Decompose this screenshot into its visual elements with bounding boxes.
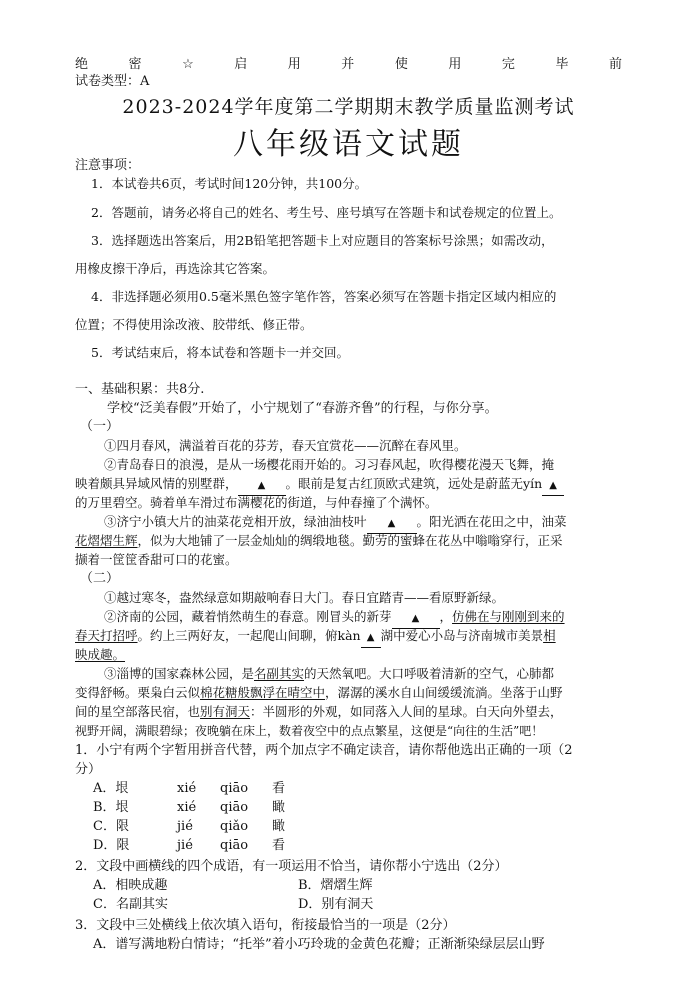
option-a[interactable]: A．谱写满地粉白情诗；“托举”着小巧玲珑的金黄色花瓣；正渐渐染绿层层山野 — [93, 937, 545, 952]
banner-char: 用 — [287, 57, 301, 72]
section-intro: 学校“泛美春假”开始了，小宁规划了“春游齐鲁”的行程，与你分享。 — [107, 401, 498, 416]
banner-char: 密 — [128, 57, 142, 72]
option-b[interactable]: B．熠熠生辉 — [298, 878, 373, 893]
option-label[interactable]: B．垠 — [93, 800, 129, 815]
exam-title: 2023-2024学年度第二学期期末教学质量监测考试 — [122, 96, 575, 118]
option-c[interactable]: C．名副其实 — [93, 897, 168, 912]
confidential-banner — [75, 56, 622, 74]
option-cell: jié — [177, 838, 193, 853]
idiom-underlined: 映成趣。 — [75, 647, 126, 662]
notice-item: 位置；不得使用涂改液、胶带纸、修正带。 — [75, 317, 313, 332]
option-cell: 看 — [272, 838, 286, 853]
blank-3: ▲ — [392, 610, 440, 629]
banner-char: 启 — [234, 57, 248, 72]
passage-line: ①越过寒冬，盎然绿意如期敲响春日大门。春日宜踏青——看原野新绿。 — [104, 590, 505, 605]
banner-char: 使 — [394, 57, 408, 72]
notice-heading: 注意事项： — [75, 158, 141, 173]
banner-char: 并 — [341, 57, 355, 72]
option-d[interactable]: D．别有洞天 — [298, 897, 374, 912]
idiom-underlined: 相 — [543, 628, 556, 643]
subject-title: 八年级语文试题 — [233, 127, 464, 162]
passage-line: ①四月春风，满溢着百花的芬芳，春天宜赏花——沉醉在春风里。 — [104, 438, 467, 453]
banner-char: ☆ — [182, 57, 194, 72]
idiom-underlined: 名副其实 — [254, 666, 305, 681]
passage-line: 变得舒畅。栗枭白云似棉花糖般飘浮在晴空中，潺潺的溪水自山间缓缓流淌。坐落于山野 — [75, 685, 563, 700]
question-stem: 分） — [75, 762, 102, 777]
option-label[interactable]: D．限 — [93, 838, 130, 853]
passage-line: ③济宁小镇大片的油菜花竞相开放，绿油油枝叶 ▲ 。阳光洒在花田之中，油菜 — [104, 513, 567, 534]
notice-item: 5．考试结束后，将本试卷和答题卡一并交回。 — [91, 345, 349, 360]
banner-char: 前 — [608, 57, 622, 72]
notice-item: 4．非选择题必须用0.5毫米黑色签字笔作答，答案必须写在答题卡指定区域内相应的 — [91, 289, 557, 304]
passage-line: ③淄博的国家森林公园，是名副其实的天然氧吧。大口呼吸着清新的空气，心肺都 — [104, 666, 555, 681]
banner-char: 毕 — [555, 57, 569, 72]
option-a[interactable]: A．相映成趣 — [93, 878, 168, 893]
notice-item: 2．答题前，请务必将自己的姓名、考生号、座号填写在答题卡和试卷规定的位置上。 — [91, 205, 562, 220]
passage-line — [75, 646, 125, 664]
option-cell: jié — [177, 819, 193, 834]
option-cell: 看 — [272, 781, 286, 796]
part-label: （一） — [80, 419, 120, 434]
blank-pinyin-1: ▲ — [542, 477, 564, 496]
passage-line: 春天打招呼。约上三两好友，一起爬山间聊，俯kàn ▲ 湖中爱心小岛与济南城市美景相 — [75, 627, 556, 648]
blank-pinyin-2: ▲ — [361, 629, 381, 648]
paper-type: 试卷类型：A — [75, 74, 150, 89]
option-cell: qiāo — [220, 800, 249, 815]
idiom-underlined: 花熠熠生辉 — [75, 533, 138, 548]
option-cell: xié — [177, 781, 197, 796]
passage-line: 撷着一筐筐香甜可口的花蜜。 — [75, 552, 238, 567]
option-cell: qiāo — [220, 838, 249, 853]
passage-line: 视野开阔，满眼碧绿；夜晚躺在床上，数着夜空中的点点繁星，这便是“向往的生活”吧！ — [75, 724, 544, 738]
passage-line: 间的星空部落民宿，也别有洞天：半圆形的外观，如同落入人间的星球。白天向外望去， — [75, 704, 563, 719]
section-heading: 一、基础积累：共8分. — [75, 382, 205, 397]
question-stem: 1．小宁有两个字暂用拼音代替，两个加点字不确定读音，请你帮他选出正确的一项（2 — [75, 743, 573, 758]
notice-item: 用橡皮擦干净后，再选涂其它答案。 — [75, 261, 276, 276]
passage-line: ②济南的公园，藏着悄然萌生的春意。刚冒头的新芽 ▲ ，仿佛在与刚刚到来的 — [104, 608, 565, 629]
option-label[interactable]: A．垠 — [93, 781, 129, 796]
passage-line: ②青岛春日的浪漫，是从一场樱花雨开始的。习习春风起，吹得樱花漫天飞舞，掩 — [104, 457, 555, 472]
passage-line: 映着颇具异域风情的别墅群， ▲ 。眼前是复古红顶欧式建筑，远处是蔚蓝无yín ▲ — [75, 475, 564, 496]
banner-char: 绝 — [75, 57, 89, 72]
question-stem: 2．文段中画横线的四个成语，有一项运用不恰当，请你帮小宁选出（2分） — [75, 859, 508, 874]
passage-line: 的万里碧空。骑着单车滑过布满樱花的街道，与仲春撞了个满怀。 — [75, 495, 438, 510]
option-cell: xié — [177, 800, 197, 815]
blank-1: ▲ — [238, 477, 286, 496]
banner-char: 完 — [501, 57, 515, 72]
banner-char: 用 — [448, 57, 462, 72]
option-cell: 瞰 — [272, 819, 286, 834]
idiom-underlined: 别有洞天 — [200, 704, 251, 719]
notice-item: 1．本试卷共6页，考试时间120分钟，共100分。 — [91, 176, 368, 191]
option-label[interactable]: C．限 — [93, 819, 129, 834]
option-cell: qiǎo — [220, 819, 249, 834]
blank-2: ▲ — [367, 515, 417, 534]
question-stem: 3．文段中三处横线上依次填入语句，衔接最恰当的一项是（2分） — [75, 918, 456, 933]
passage-line: 花熠熠生辉，似为大地铺了一层金灿灿的绸缎地毯。勤劳的蜜蜂在花丛中嗡嗡穿行，正采 — [75, 533, 563, 548]
option-cell: 瞰 — [272, 800, 286, 815]
notice-item: 3．选择题选出答案后，用2B铅笔把答题卡上对应题目的答案标号涂黑；如需改动， — [91, 233, 554, 248]
option-cell: qiāo — [220, 781, 249, 796]
part-label: （二） — [80, 571, 120, 586]
